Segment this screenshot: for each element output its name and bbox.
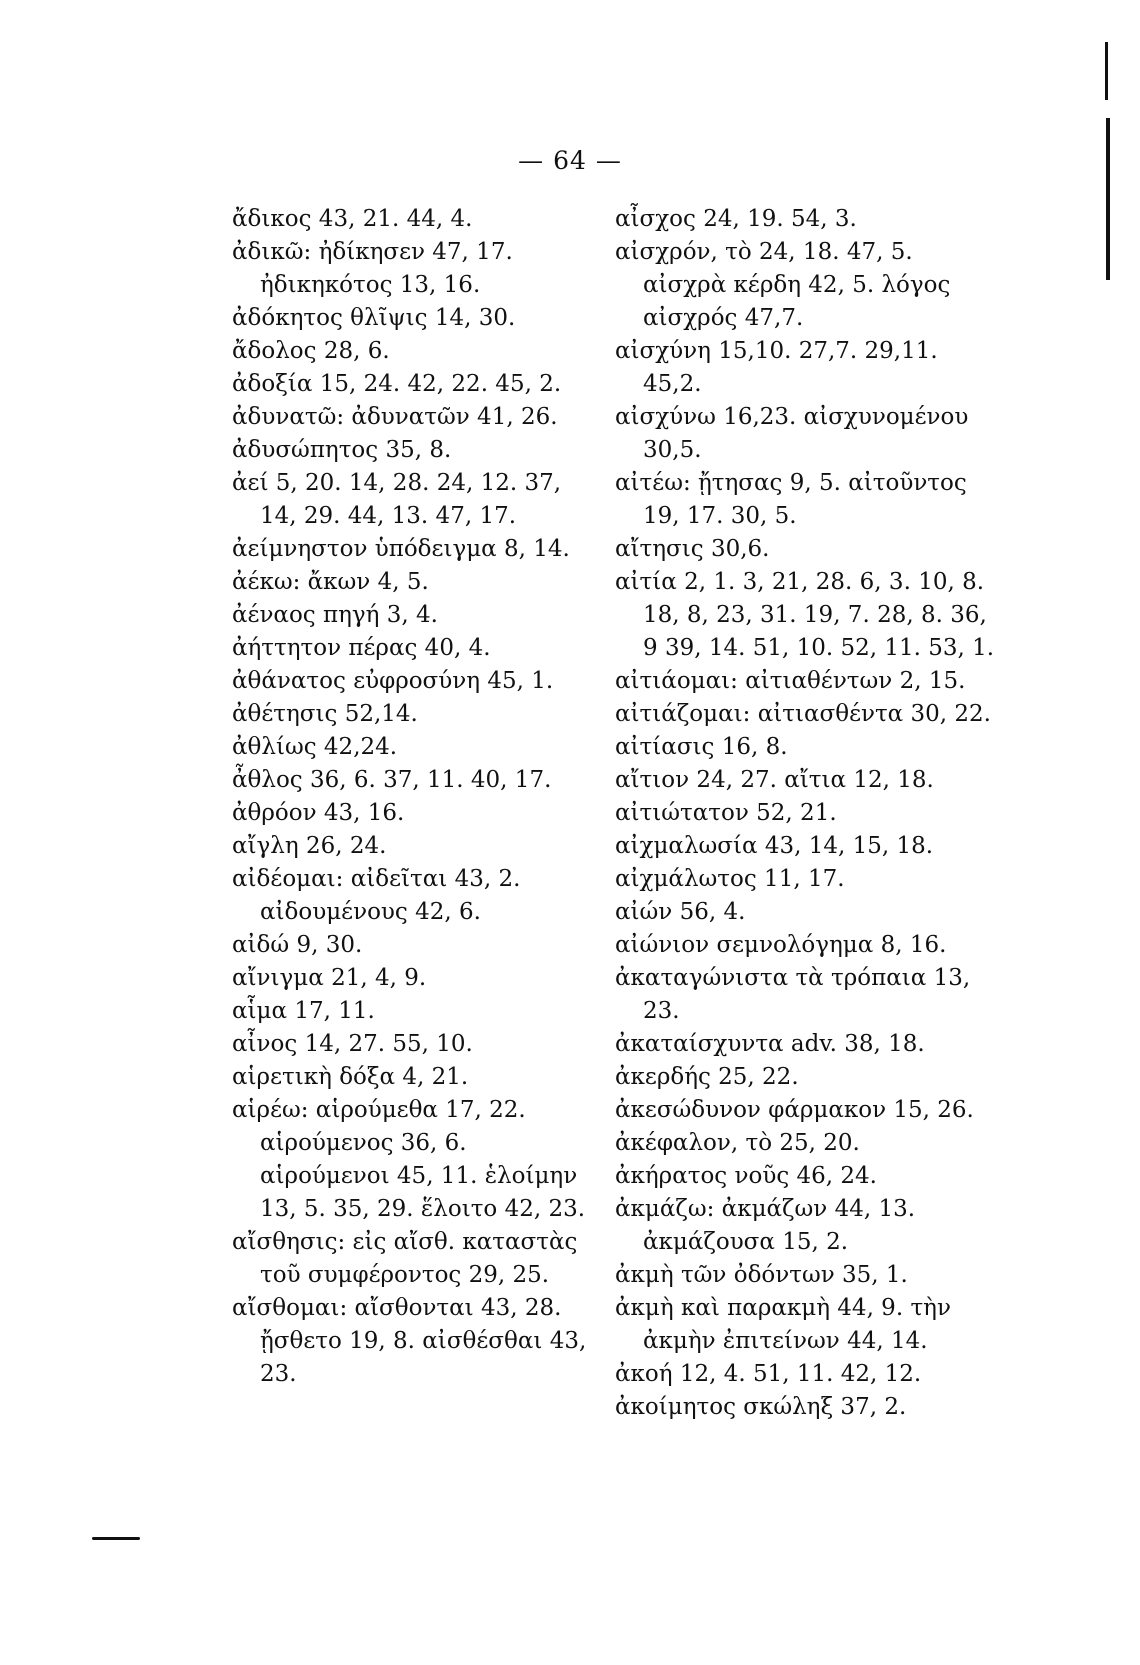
index-entry: ἀκαταγώνιστα τὰ τρόπαια 13, 23. bbox=[615, 965, 971, 1024]
index-entry: ἀδυσώπητος 35, 8. bbox=[232, 437, 452, 463]
index-entry: ἀείμνηστον ὑπόδειγμα 8, 14. bbox=[232, 536, 570, 562]
index-entry: ἀκμὴ καὶ παρακμὴ 44, 9. τὴν ἀκμὴν ἐπιτείνων 44, 14. bbox=[615, 1295, 951, 1354]
margin-rule-top bbox=[1105, 42, 1108, 100]
index-entry: ἀδόκητος θλῖψις 14, 30. bbox=[232, 305, 516, 331]
index-entry: ἀεί 5, 20. 14, 28. 24, 12. 37, 14, 29. 44, 13. 47, 17. bbox=[232, 470, 562, 529]
index-column-left bbox=[232, 203, 592, 1391]
index-entry: αἰδώ 9, 30. bbox=[232, 932, 363, 958]
index-entry: αἴνιγμα 21, 4, 9. bbox=[232, 965, 427, 991]
index-entry: ἀκαταίσχυντα adv. 38, 18. bbox=[615, 1031, 925, 1057]
index-entry: αἱρέω: αἱρούμεθα 17, 22. αἱρούμενος 36, 6. αἱρούμενοι 45, 11. ἑλοίμην 13, 5. 35, 29. ἕλοιτο 42, 23. bbox=[232, 1097, 586, 1222]
index-entry: ἆθλος 36, 6. 37, 11. 40, 17. bbox=[232, 767, 552, 793]
index-entry: αἴτιον 24, 27. αἴτια 12, 18. bbox=[615, 767, 934, 793]
index-entry: ἄδολος 28, 6. bbox=[232, 338, 390, 364]
index-entry: ἀκεσώδυνον φάρμακον 15, 26. bbox=[615, 1097, 974, 1123]
index-entry: ἀέκω: ἄκων 4, 5. bbox=[232, 569, 429, 595]
index-entry: ἀήττητον πέρας 40, 4. bbox=[232, 635, 491, 661]
index-entry: ἀθάνατος εὐφροσύνη 45, 1. bbox=[232, 668, 554, 694]
page-number: — 64 — bbox=[518, 146, 622, 175]
index-entry: αἰχμαλωσία 43, 14, 15, 18. bbox=[615, 833, 934, 859]
index-entry: ἀδικῶ: ἠδίκησεν 47, 17. ἠδικηκότος 13, 16. bbox=[232, 239, 513, 298]
index-entry: αἶσχος 24, 19. 54, 3. bbox=[615, 206, 857, 232]
index-entry: ἀδυνατῶ: ἀδυνατῶν 41, 26. bbox=[232, 404, 558, 430]
index-entry: αἰών 56, 4. bbox=[615, 899, 746, 925]
index-entry: ἀκμάζω: ἀκμάζων 44, 13. ἀκμάζουσα 15, 2. bbox=[615, 1196, 916, 1255]
index-entry: αἰσχρόν, τὸ 24, 18. 47, 5. αἰσχρὰ κέρδη 42, 5. λόγος αἰσχρός 47,7. bbox=[615, 239, 951, 331]
index-entry: αἰδέομαι: αἰδεῖται 43, 2. αἰδουμένους 42, 6. bbox=[232, 866, 521, 925]
index-entry: ἀθρόον 43, 16. bbox=[232, 800, 405, 826]
index-entry: αἰσχύνω 16,23. αἰσχυνομένου 30,5. bbox=[615, 404, 969, 463]
index-entry: αἰσχύνη 15,10. 27,7. 29,11. 45,2. bbox=[615, 338, 938, 397]
index-entry: αἴσθησις: εἰς αἴσθ. καταστὰς τοῦ συμφέροντος 29, 25. bbox=[232, 1229, 578, 1288]
index-entry: ἀδοξία 15, 24. 42, 22. 45, 2. bbox=[232, 371, 562, 397]
index-entry: αἶνος 14, 27. 55, 10. bbox=[232, 1031, 473, 1057]
index-column-right bbox=[615, 203, 995, 1424]
index-entry: αἰτέω: ᾔτησας 9, 5. αἰτοῦντος 19, 17. 30, 5. bbox=[615, 470, 967, 529]
index-entry: αἱρετικὴ δόξα 4, 21. bbox=[232, 1064, 469, 1090]
index-entry: ἀκμὴ τῶν ὀδόντων 35, 1. bbox=[615, 1262, 908, 1288]
index-entry: ἀκοίμητος σκώληξ 37, 2. bbox=[615, 1394, 907, 1420]
index-entry: ἀθέτησις 52,14. bbox=[232, 701, 418, 727]
index-entry: αἰώνιον σεμνολόγημα 8, 16. bbox=[615, 932, 947, 958]
index-entry: ἀκήρατος νοῦς 46, 24. bbox=[615, 1163, 877, 1189]
margin-rule-middle bbox=[1106, 118, 1110, 280]
index-entry: αἰτιάζομαι: αἰτιασθέντα 30, 22. bbox=[615, 701, 991, 727]
index-entry: αἰτία 2, 1. 3, 21, 28. 6, 3. 10, 8. 18, 8, 23, 31. 19, 7. 28, 8. 36, 9 39, 14. 51, 10. 52, 11. 53, 1. bbox=[615, 569, 995, 661]
index-entry: αἴγλη 26, 24. bbox=[232, 833, 387, 859]
index-entry: αἰτιώτατον 52, 21. bbox=[615, 800, 837, 826]
index-entry: ἀκέφαλον, τὸ 25, 20. bbox=[615, 1130, 860, 1156]
index-entry: ἀκερδής 25, 22. bbox=[615, 1064, 799, 1090]
index-entry: ἀκοή 12, 4. 51, 11. 42, 12. bbox=[615, 1361, 922, 1387]
index-entry: αἰχμάλωτος 11, 17. bbox=[615, 866, 845, 892]
index-entry: αἴσθομαι: αἴσθονται 43, 28. ᾔσθετο 19, 8. αἰσθέσθαι 43, 23. bbox=[232, 1295, 587, 1387]
index-entry: αἰτιάομαι: αἰτιαθέντων 2, 15. bbox=[615, 668, 966, 694]
index-entry: αἰτίασις 16, 8. bbox=[615, 734, 788, 760]
index-entry: ἀθλίως 42,24. bbox=[232, 734, 398, 760]
index-entry: ἄδικος 43, 21. 44, 4. bbox=[232, 206, 473, 232]
index-entry: ἀέναος πηγή 3, 4. bbox=[232, 602, 438, 628]
margin-dash-bottom bbox=[92, 1537, 140, 1540]
index-entry: αἴτησις 30,6. bbox=[615, 536, 770, 562]
index-entry: αἷμα 17, 11. bbox=[232, 998, 375, 1024]
